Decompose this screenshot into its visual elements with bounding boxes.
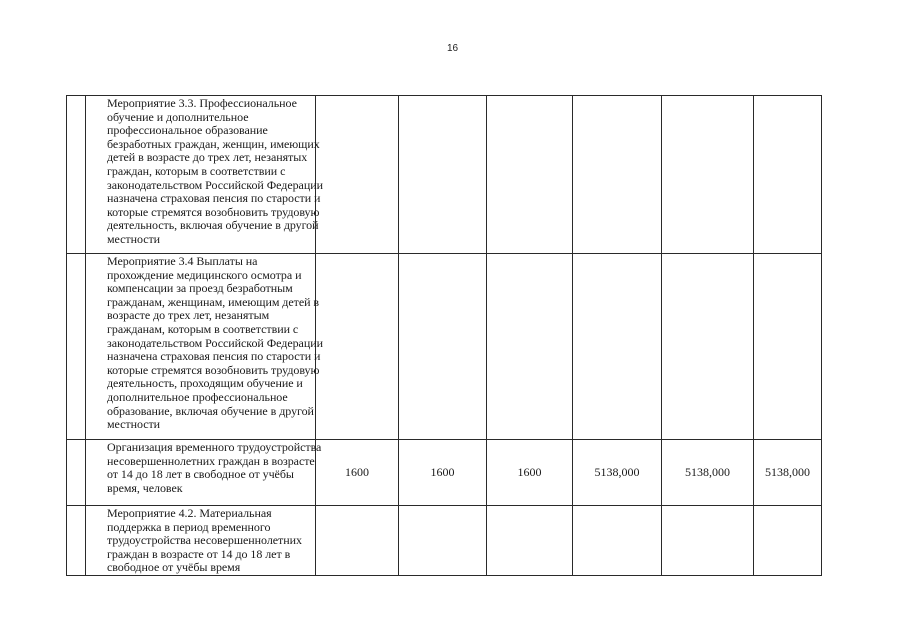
table-row — [67, 254, 822, 440]
value-cell: 5138,000 — [573, 440, 662, 506]
description-line: профессиональное образование — [107, 123, 268, 138]
description-line: свободное от учёбы время — [107, 560, 241, 575]
value-cell: 1600 — [487, 440, 573, 506]
value-cell — [316, 96, 399, 254]
description-line: Мероприятие 4.2. Материальная — [107, 506, 272, 520]
description-line: назначена страховая пенсия по старости и — [107, 349, 321, 364]
value-cell — [316, 506, 399, 576]
table-row — [67, 506, 822, 576]
value-cell: 5138,000 — [662, 440, 754, 506]
description-cell — [86, 96, 323, 254]
description-line: Организация временного трудоустройства — [107, 440, 322, 454]
description-cell — [86, 440, 322, 506]
value-cell — [399, 254, 487, 440]
value-cell: 1600 — [316, 440, 399, 506]
description-cell — [86, 254, 323, 440]
description-line: время, человек — [107, 480, 183, 495]
value-cell — [662, 254, 754, 440]
description-line: местности — [107, 231, 161, 246]
description-line: трудоустройства несовершеннолетних — [107, 533, 302, 548]
value-cell — [754, 254, 822, 440]
value-cell — [487, 506, 573, 576]
description-line: Мероприятие 3.3. Профессиональное — [107, 96, 297, 110]
row-number-cell — [67, 254, 86, 440]
description-line: местности — [107, 417, 161, 432]
description-line: граждан, которым в соответствии с — [107, 163, 286, 178]
description-line: прохождение медицинского осмотра и — [107, 267, 302, 282]
description-line: которые стремятся возобновить трудовую — [107, 362, 320, 377]
description-line: от 14 до 18 лет в свободное от учёбы — [107, 467, 294, 482]
page-number: 16 — [446, 43, 459, 54]
description-line: образование, включая обучение в другой — [107, 403, 314, 418]
value-cell — [662, 96, 754, 254]
description-line: компенсации за проезд безработным — [107, 281, 293, 296]
value-cell — [399, 506, 487, 576]
row-number-cell — [67, 96, 86, 254]
value-cell — [754, 96, 822, 254]
value-cell: 1600 — [399, 440, 487, 506]
description-line: гражданам, женщинам, имеющим детей в — [107, 294, 320, 309]
description-cell — [86, 506, 316, 576]
description-line: законодательством Российской Федерации — [107, 335, 323, 350]
value-cell — [662, 506, 754, 576]
description-line: безработных граждан, женщин, имеющих — [107, 136, 320, 151]
description-line: законодательством Российской Федерации — [107, 177, 323, 192]
description-line: детей в возрасте до трех лет, незанятых — [107, 150, 308, 165]
table-row — [67, 440, 822, 506]
value-cell — [573, 254, 662, 440]
description-line: возрасте до трех лет, незанятым — [107, 308, 270, 323]
value-cell — [754, 506, 822, 576]
description-line: дополнительное профессиональное — [107, 389, 288, 404]
description-line: деятельность, включая обучение в другой — [107, 218, 319, 233]
value-cell — [573, 506, 662, 576]
value-cell: 5138,000 — [754, 440, 822, 506]
description-line: обучение и дополнительное — [107, 109, 249, 124]
table-row — [67, 96, 822, 254]
description-line: поддержка в период временного — [107, 519, 271, 534]
value-cell — [573, 96, 662, 254]
description-line: назначена страховая пенсия по старости и — [107, 191, 321, 206]
value-cell — [487, 254, 573, 440]
row-number-cell — [67, 506, 86, 576]
description-line: которые стремятся возобновить трудовую — [107, 204, 320, 219]
value-cell — [487, 96, 573, 254]
value-cell — [316, 254, 399, 440]
description-line: несовершеннолетних граждан в возрасте — [107, 453, 315, 468]
row-number-cell — [67, 440, 86, 506]
description-line: Мероприятие 3.4 Выплаты на — [107, 254, 258, 268]
program-table — [66, 95, 822, 576]
value-cell — [399, 96, 487, 254]
description-line: граждан в возрасте от 14 до 18 лет в — [107, 546, 291, 561]
description-line: деятельность, проходящим обучение и — [107, 376, 303, 391]
description-line: гражданам, которым в соответствии с — [107, 321, 299, 336]
